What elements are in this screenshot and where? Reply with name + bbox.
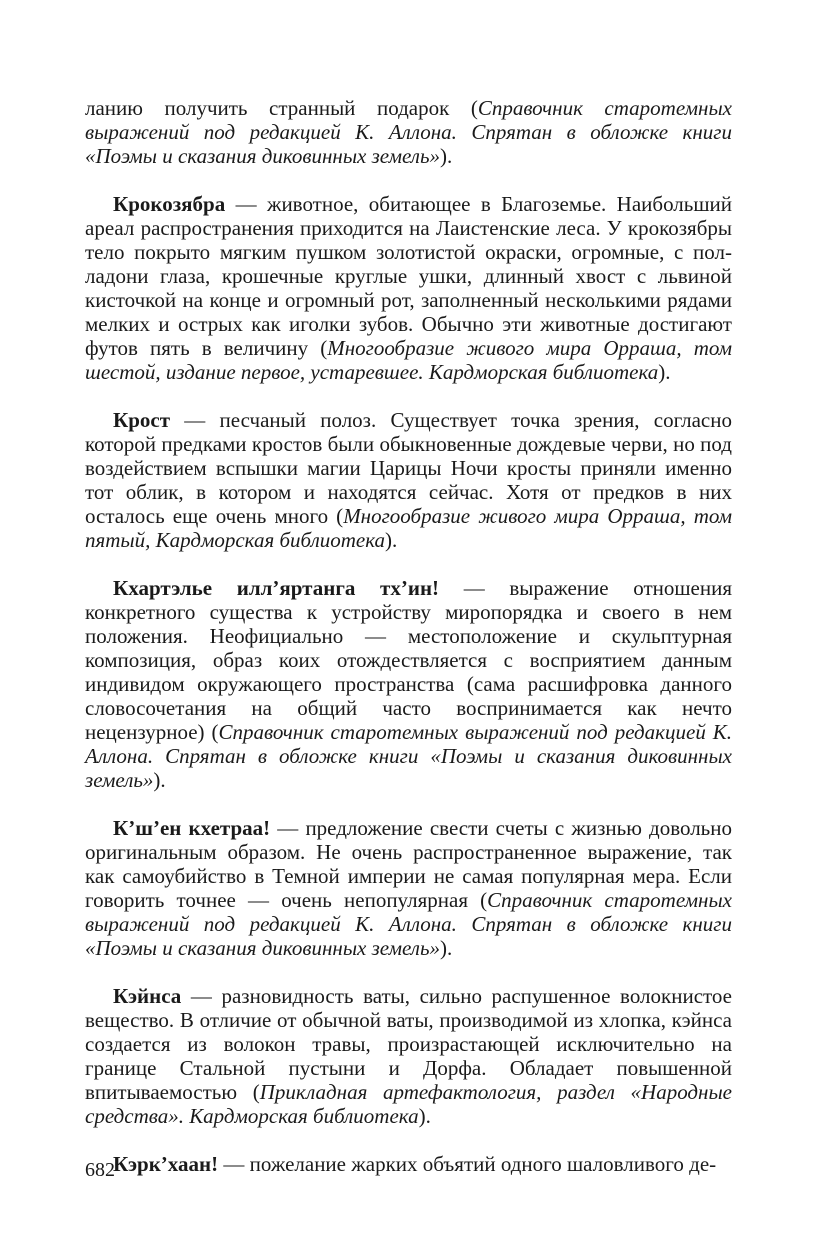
page-body <box>85 96 732 1176</box>
entry-keynsa <box>85 984 732 1128</box>
paragraph-tail: ). <box>440 144 453 168</box>
entry-term: Кхартэлье илл’яртанга тх’ин! <box>113 576 440 600</box>
entry-definition: песчаный полоз. Существует точка зрения, согласно которой предками кростов были обыкновенные дождевые черви, но под воздействием вспышки магии Царицы Ночи кросты приняли именно тот облик, в котором и находятся сейчас. Хотя от предков в них осталось еще очень много ( <box>85 408 732 528</box>
entry-definition: разновидность ваты, сильно распушенное волокнистое вещество. В отличие от обычной ваты, производимой из хлопка, кэйнса создается из волокон травы, произрастающей исключительно на границе Стальной пустыни и Дорфа. Обладает повышенной впитываемостью ( <box>85 984 732 1104</box>
paragraph-tail: ). <box>385 528 398 552</box>
paragraph-text: ланию получить странный подарок ( <box>85 96 478 120</box>
paragraph-continuation <box>85 96 732 168</box>
entry-term: К’ш’ен кхетраа! <box>113 816 271 840</box>
paragraph-tail: ). <box>153 768 166 792</box>
entry-term: Крост <box>113 408 171 432</box>
entry-dash: — <box>218 1152 250 1176</box>
page-number: 682 <box>85 1159 115 1181</box>
entry-khartelye <box>85 576 732 792</box>
source-reference: Многообразие живого мира Орраша, том пятый, Кардморская библиотека <box>85 504 733 552</box>
entry-dash: — <box>225 192 267 216</box>
source-reference: Справочник старотемных выражений под редакцией К. Аллона. Спрятан в обложке книги «Поэмы и сказания диковинных земель» <box>85 96 732 168</box>
entry-krokozyabra <box>85 192 732 384</box>
source-reference: Справочник старотемных выражений под редакцией К. Аллона. Спрятан в обложке книги «Поэмы и сказания диковинных земель» <box>85 720 732 792</box>
entry-definition: животное, обитающее в Благоземье. Наибольший ареал распространения приходится на Лаистенские леса. У крокозябры тело покрыто мягким пушком золотистой окраски, огромные, с пол-ладони глаза, крошечные круглые ушки, длинный хвост с львиной кисточкой на конце и огромный рот, заполненный несколькими рядами мелких и острых как иголки зубов. Обычно эти животные достигают футов пять в величину ( <box>85 192 733 360</box>
source-reference: Справочник старотемных выражений под редакцией К. Аллона. Спрятан в обложке книги «Поэмы и сказания диковинных земель» <box>85 888 732 960</box>
entry-dash: — <box>170 408 220 432</box>
entry-dash: — <box>439 576 510 600</box>
entry-dash: — <box>270 816 306 840</box>
entry-krost <box>85 408 732 552</box>
source-reference: Многообразие живого мира Орраша, том шестой, издание первое, устаревшее. Кардморская библиотека <box>85 336 732 384</box>
paragraph-tail: ). <box>440 936 453 960</box>
entry-kerkhaan <box>85 1152 732 1176</box>
entry-dash: — <box>181 984 222 1008</box>
entry-definition: предложение свести счеты с жизнью довольно оригинальным образом. Не очень распространенное выражение, так как самоубийство в Темной империи не самая популярная мера. Если говорить точнее — очень непопулярная ( <box>85 816 732 912</box>
entry-term: Кэйнса <box>113 984 182 1008</box>
paragraph-tail: ). <box>418 1104 431 1128</box>
entry-definition: пожелание жарких объятий одного шаловливого де- <box>249 1152 717 1176</box>
entry-definition: выражение отношения конкретного существа к устройству миропорядка и своего в нем положения. Неофициально — местоположение и скульптурная композиция, образ коих отождествляется с восприятием данным индивидом окружающего пространства (сама расшифровка данного словосочетания на общий часто воспринимается как нечто нецензурное) ( <box>85 576 732 744</box>
entry-term: Кэрк’хаан! <box>113 1152 219 1176</box>
source-reference: Прикладная артефактология, раздел «Народные средства». Кардморская библиотека <box>85 1080 733 1128</box>
paragraph-tail: ). <box>658 360 671 384</box>
entry-kshen <box>85 816 732 960</box>
entry-term: Крокозябра <box>113 192 226 216</box>
